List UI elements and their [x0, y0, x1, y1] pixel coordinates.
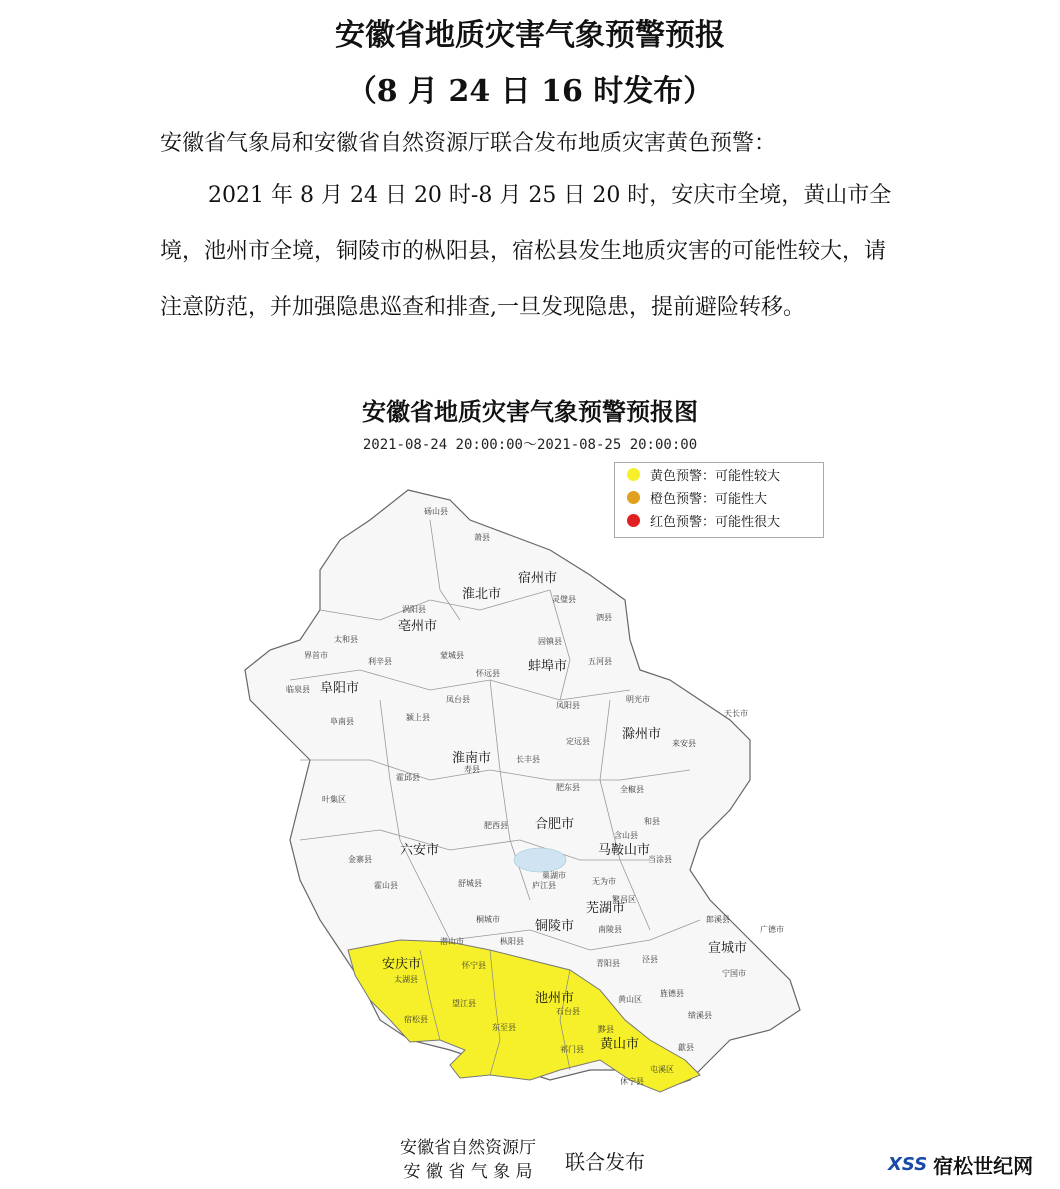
county-label: 天长市	[724, 709, 748, 718]
county-label: 枞阳县	[500, 937, 524, 946]
page-title: 安徽省地质灾害气象预警预报	[335, 18, 725, 53]
county-label: 寿县	[464, 765, 480, 774]
county-label: 明光市	[626, 695, 650, 704]
legend-label: 黄色预警：可能性较大	[650, 469, 781, 484]
city-label: 安庆市	[382, 957, 422, 972]
joint-release: 联合发布	[565, 1150, 645, 1174]
county-label: 颍上县	[406, 713, 430, 722]
county-label: 宿松县	[404, 1015, 428, 1024]
county-label: 当涂县	[648, 855, 672, 864]
county-label: 霍邱县	[396, 773, 420, 782]
county-label: 叶集区	[322, 795, 346, 804]
county-label: 歙县	[678, 1043, 694, 1052]
city-label: 池州市	[535, 991, 575, 1006]
map-time-range: 2021-08-24 20:00:00～2021-08-25 20:00:00	[362, 437, 698, 453]
legend-red	[615, 509, 823, 532]
county-label: 休宁县	[620, 1077, 644, 1086]
county-label: 泾县	[642, 955, 658, 964]
city-label: 淮南市	[452, 751, 492, 766]
county-label: 东至县	[492, 1023, 516, 1032]
county-label: 庐江县	[532, 881, 556, 890]
county-label: 砀山县	[424, 507, 448, 516]
county-label: 界首市	[304, 651, 328, 660]
county-label: 屯溪区	[650, 1065, 674, 1074]
county-label: 宁国市	[722, 969, 746, 978]
county-label: 长丰县	[516, 755, 540, 764]
county-label: 凤台县	[446, 695, 470, 704]
city-label: 六安市	[400, 843, 440, 858]
county-label: 石台县	[556, 1007, 580, 1016]
county-label: 临泉县	[286, 685, 310, 694]
city-label: 合肥市	[535, 817, 575, 832]
chaohu-lake	[514, 848, 566, 872]
county-label: 望江县	[452, 999, 476, 1008]
county-label: 固镇县	[538, 637, 562, 646]
legend-label: 红色预警：可能性很大	[650, 515, 781, 530]
county-label: 太和县	[334, 635, 358, 644]
county-label: 青阳县	[596, 959, 620, 968]
county-label: 肥西县	[484, 821, 508, 830]
city-label: 蚌埠市	[528, 659, 568, 674]
anhui-map	[230, 480, 810, 1124]
county-label: 怀远县	[476, 669, 500, 678]
county-label: 全椒县	[620, 785, 644, 794]
red-dot-icon	[627, 514, 640, 527]
city-label: 黄山市	[600, 1037, 640, 1052]
county-label: 太湖县	[394, 975, 418, 984]
map-legend	[614, 462, 824, 538]
city-label: 阜阳市	[320, 681, 360, 696]
county-label: 霍山县	[374, 881, 398, 890]
county-label: 绩溪县	[688, 1011, 712, 1020]
county-label: 广德市	[760, 925, 784, 934]
yellow-dot-icon	[627, 468, 640, 481]
issuing-departments	[388, 1136, 548, 1184]
county-label: 怀宁县	[462, 961, 486, 970]
county-label: 南陵县	[598, 925, 622, 934]
orange-dot-icon	[627, 491, 640, 504]
city-label: 滁州市	[622, 727, 662, 742]
county-label: 旌德县	[660, 989, 684, 998]
warning-paragraph: 2021 年 8 月 24 日 20 时-8 月 25 日 20 时，安庆市全境，黄山市全境，池州市全境，铜陵市的枞阳县，宿松县发生地质灾害的可能性较大，请注意防范，并加强隐患巡查和排查,一旦发现隐患，提前避险转移。	[160, 183, 892, 320]
city-label: 宣城市	[708, 941, 748, 956]
city-label: 亳州市	[398, 619, 438, 634]
county-label: 金寨县	[348, 855, 372, 864]
county-label: 桐城市	[476, 915, 500, 924]
county-label: 祁门县	[560, 1045, 584, 1054]
county-label: 舒城县	[458, 879, 482, 888]
legend-label: 橙色预警：可能性大	[650, 492, 768, 507]
county-label: 利辛县	[368, 657, 392, 666]
legend-orange	[615, 486, 823, 509]
county-label: 巢湖市	[542, 871, 566, 880]
city-label: 马鞍山市	[598, 843, 651, 858]
county-label: 含山县	[614, 831, 638, 840]
county-label: 肥东县	[556, 783, 580, 792]
county-label: 潜山市	[440, 937, 464, 946]
city-label: 铜陵市	[535, 919, 575, 934]
county-label: 阜南县	[330, 717, 354, 726]
county-label: 繁昌区	[612, 895, 636, 904]
legend-yellow	[615, 463, 823, 486]
county-label: 黄山区	[618, 995, 642, 1004]
map-title: 安徽省地质灾害气象预警预报图	[362, 398, 698, 426]
county-label: 来安县	[672, 739, 696, 748]
county-label: 泗县	[596, 613, 612, 622]
county-label: 凤阳县	[556, 701, 580, 710]
county-label: 定远县	[566, 737, 590, 746]
publish-time: （8 月 24 日 16 时发布）	[346, 74, 714, 109]
intro-paragraph: 安徽省气象局和安徽省自然资源厅联合发布地质灾害黄色预警：	[160, 131, 777, 156]
watermark	[888, 1150, 1033, 1179]
county-label: 萧县	[474, 533, 490, 542]
county-label: 黟县	[598, 1025, 614, 1034]
site-logo-icon: XSS	[888, 1154, 928, 1175]
city-label: 宿州市	[518, 571, 558, 586]
county-label: 蒙城县	[440, 651, 464, 660]
site-name: 宿松世纪网	[933, 1154, 1034, 1178]
city-label: 淮北市	[462, 587, 502, 602]
county-label: 涡阳县	[402, 605, 426, 614]
dept-natural-resources: 安徽省自然资源厅	[400, 1138, 536, 1158]
county-label: 郎溪县	[706, 915, 730, 924]
county-label: 无为市	[592, 877, 616, 886]
city-label: 芜湖市	[586, 901, 626, 916]
map-svg	[230, 480, 810, 1120]
county-label: 五河县	[588, 657, 612, 666]
county-label: 和县	[644, 817, 660, 826]
county-label: 灵璧县	[552, 595, 576, 604]
dept-meteorology: 安 徽 省 气 象 局	[403, 1162, 533, 1182]
